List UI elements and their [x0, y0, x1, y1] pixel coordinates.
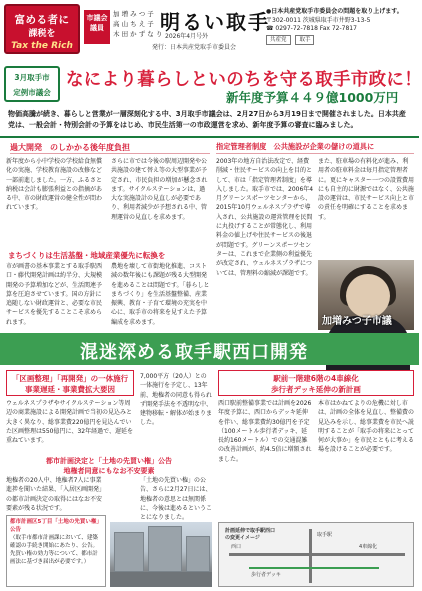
member-name: 高 山 ち え 子	[113, 20, 154, 28]
section-c-heading-line-2: 事業遅延・事業費拡大要因	[25, 385, 115, 394]
member-name: 木 田 か ず な り	[113, 30, 163, 38]
session-tag-line-1: 3月取手市	[14, 73, 50, 82]
section-c-mid-body: 7,000平方（20人）との一体施行を予定し、13年前、地権者の同意も得られず開発手法を不透明な中、建物移転・解体が始まりました。	[140, 373, 213, 427]
slogan-badge	[4, 4, 80, 54]
building-shape	[186, 536, 210, 572]
section-c-subheading	[6, 456, 212, 476]
section-a-heading: 過大開発 のしかかる後年度負担	[10, 143, 130, 152]
section-a-rule	[10, 153, 210, 154]
building-shape	[148, 526, 182, 572]
badge-line-1: 富める者に	[14, 14, 70, 26]
section-d-heading-line-2: 歩行者デッキ延伸の新計画	[271, 385, 361, 394]
paper-title: 明るい取手	[160, 10, 270, 34]
session-tag	[4, 66, 60, 102]
section-c-mid-body-2: 「土地の先買い権」の公告、さらに2月27日には、地権者の意思とは無関係に、今後は進めるということになりました。	[140, 477, 213, 522]
section-c-body-2: 地権者の20人中、地権者7人に事業進捗を聞いた結果、「入居区画開発」の都市計画決定の取得にはなお不安要素が残る状況です。	[6, 477, 106, 512]
office-info	[266, 8, 416, 45]
office-phone: ☎ 0297-72-7818 Fax 72-7817	[266, 25, 357, 32]
section-b-body: 2003年の地方自治法改定で、経費削減・住民サービスの向上を目的として、市は「指定管理者制度」を導入しました。取手市では、2006年4月グリーンスポーツセンターから、2015年10月ウェルネスプラザで導入され、公共施設の運営管理を民間に丸投げすることが常態化し、利用料金の値上げや住民サービスの後退が問題です。グリーンスポーツセンターは、これまで企業側の利益優先が改定され、ウェルネスプラザについては、管理料の縮減が課題です。	[216, 158, 314, 277]
section-b-heading: 指定管理者制度 公共施設が企業の儲けの道具に	[216, 142, 375, 151]
section-d-heading-line-1: 駅前一階建6階の4車線化	[273, 374, 359, 383]
members-label: 市議会議員	[84, 10, 110, 44]
map-road	[229, 553, 405, 556]
section-c-notice-box	[6, 515, 106, 587]
lead-paragraph: 物価高騰が続き、暮らしと営業が一層深刻化する中、3月取手市議会は、2月27日から3月19日まで開催されました。日本共産党は、一般会計・特別会計の予算をはじめ、市民生活第一の市政運営を求め、新年度予算の審査に臨みました。	[8, 110, 406, 129]
section-d-body: 西口駅前整備事業では計画を2026年度予算に、西口からデッキ延伸を伴い、総事業費約30億円を予定（100メートル歩行者デッキ、延長約160メートル）での交通混雑の改善計画が、約4.5倍に増額されました。	[218, 400, 312, 463]
council-members	[113, 9, 162, 39]
stamps	[266, 34, 416, 46]
station-plan-map	[218, 522, 414, 587]
section-d-box-heading	[218, 370, 414, 396]
section-c-subheading-line-1: 都市計画決定と「土地の先買い権」公告	[46, 457, 172, 465]
main-headline: なにより暮らしといのちを守る取手市政に！	[66, 70, 422, 90]
section-b-rule	[216, 153, 414, 154]
section-2-title: 混迷深める取手駅西口開発	[80, 342, 308, 363]
map-label: 歩行者デッキ	[251, 572, 281, 578]
section-c-box-heading	[6, 370, 134, 396]
photo-caption: 加増みつ子市議	[322, 316, 392, 327]
notice-note: （取手市都市計画課において、建築確認の手続き開始にあたり、公告。先買い権の効力等について、都市計画法に基づき届出が必要です。）	[10, 535, 99, 565]
section-a-body-2-col2: 農地を壊して市街地化推進、コスト減の数年後にも課題が残る大型開発を進めることは問題です。「暮らしとまちづくり」を生活基盤整備、産業振興、教育・子育て環境の充実を中心に、取手市の将来を見すえた予算編成を求めます。	[111, 263, 210, 326]
publisher: 発行：日本共産党取手市委員会	[152, 44, 237, 51]
map-deck	[249, 567, 379, 569]
issue-label: 2026年4月号外	[165, 33, 209, 40]
map-label: 西口	[231, 544, 242, 550]
office-address: 〒302-0011 茨城県取手市井野3-13-5	[266, 16, 371, 24]
section-a-body-2: 市が画書の基本事業とする取手駅西口・藤代開発計画は約半分、大規模開発の予算増加などが、生活関連予算を圧迫させています。国の方針に追随しない財政運営と、必要な市民サービスを優先することこそ求められます。	[6, 263, 103, 326]
divider	[0, 136, 419, 138]
budget-headline: 新年度予算４４９億1000万円	[226, 90, 399, 105]
section-b-side-text: また、駐車場の有料化が進み、利用者の駐車料金は毎月指定管理者に。更にキャスター一つの設置費用にも自主的に財源ではなく、公共施設の運営は、市民サービス向上と市の責任を明確にすることを求めます。	[318, 158, 415, 221]
building-shape	[114, 532, 144, 572]
map-caption: 計画延伸で取手駅西口	[225, 528, 276, 534]
section-a-body: 新年度から小中学校の学校給食無償化の実施、学校教育施設の改修など一部前進しました。一方、ふるさと納税は会計も膨張利益との指摘がある中、市の財政運営の健全性が問われています。	[6, 158, 103, 212]
section-c-subheading-line-2: 地権者同意にもなお不安要素	[63, 467, 155, 475]
council-member-photo	[318, 260, 414, 330]
section-d-right-body: 本市はかねてよりの危機に対し市は、計画の全体を見直し、整備費の見込みを示し、総事業費を市民へ説明することが「取手の将来にとって何が大事か」を市民とともに考える場を設けることが必要です。	[318, 400, 415, 454]
notice-caption: 都市計画区5丁目「土地の先買い権」公告	[10, 519, 102, 533]
office-name: ●日本共産党取手市委員会の問題を取り上げます。	[266, 8, 403, 15]
section-a-subheading: まちづくりは生活基盤・地域産業優先に転換を	[8, 251, 166, 260]
map-road	[309, 529, 312, 583]
stamp: 共産党	[266, 35, 291, 46]
badge-line-2: 課税を	[28, 29, 56, 39]
section-c-heading-line-1: 「区画整理」「再開発」の一体施行	[11, 374, 129, 383]
badge-line-3: Tax the Rich	[11, 41, 73, 51]
member-name: 加 増 み つ 子	[113, 10, 154, 18]
section-c-body: ウェルネスプラザやサイクルステーション等周辺の商業施設による開発計画で当初の見込みと大きく異なり、総事業費220億円を見込んでいた区画整理は550億円に、32年経過で、遅延を重ねています。	[6, 400, 133, 445]
map-caption-2: の変更イメージ	[225, 535, 260, 541]
stamp: 取手	[295, 35, 314, 46]
station-photo	[110, 522, 212, 587]
map-label: 4車線化	[359, 544, 378, 550]
map-label: 取手駅	[317, 532, 333, 538]
road-shape	[110, 572, 212, 587]
section-a-body-col2: さらに市では今後の駅周辺開発や公共施設の建て替え等の大型事業が予定され、市民負担の増加が懸念されます。サイクルステーションは、過大な実施設計の見直しが必要であり、利用者減少が予想される中、管理運営の見直しを求めます。	[111, 158, 208, 221]
session-tag-line-2: 定例市議会	[13, 88, 51, 97]
